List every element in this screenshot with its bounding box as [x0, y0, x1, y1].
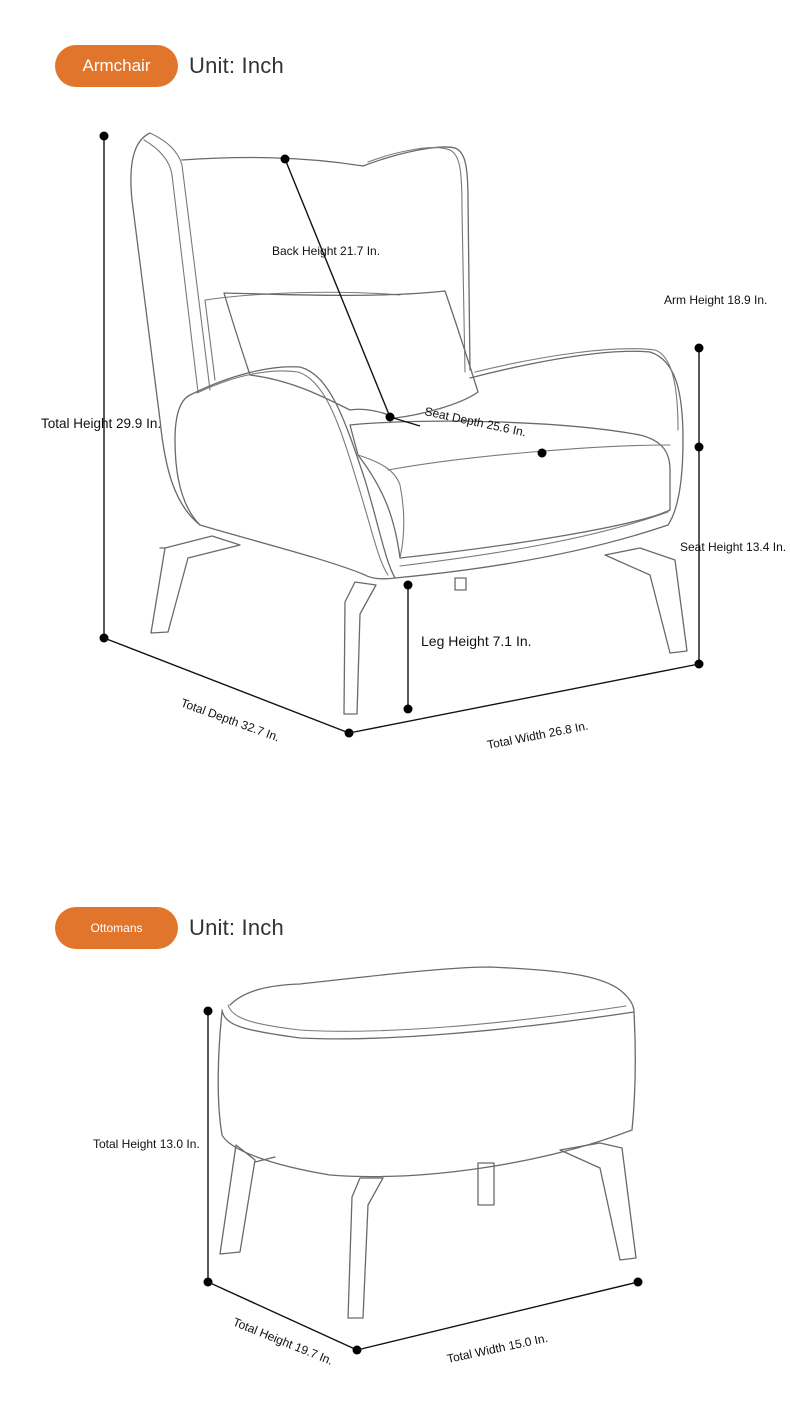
- total-depth-label: Total Depth 32.7 In.: [178, 695, 282, 745]
- seat-depth-label: Seat Depth 25.6 In.: [423, 404, 528, 440]
- dim-dot: [695, 344, 704, 353]
- armchair-badge: Armchair: [55, 45, 178, 87]
- back-height-label: Back Height 21.7 In.: [272, 244, 381, 258]
- ottoman-badge: Ottomans: [55, 907, 178, 949]
- seat-height-label: Seat Height 13.4 In.: [680, 540, 787, 554]
- leg-height-label: Leg Height 7.1 In.: [421, 633, 532, 649]
- dim-dot: [538, 449, 547, 458]
- dim-dot: [100, 132, 109, 141]
- ottoman-total-depth-label: Total Height 19.7 In.: [230, 1314, 336, 1368]
- armchair-unit-label: Unit: Inch: [189, 53, 284, 78]
- dim-dot: [404, 705, 413, 714]
- ottoman-unit-label: Unit: Inch: [189, 915, 284, 940]
- dim-dot: [204, 1007, 213, 1016]
- arm-height-label: Arm Height 18.9 In.: [664, 293, 768, 307]
- total-width-label: Total Width 26.8 In.: [485, 718, 590, 752]
- total-height-label: Total Height 29.9 In.: [41, 416, 162, 431]
- dim-dot: [634, 1278, 643, 1287]
- dim-dot: [404, 581, 413, 590]
- dim-dot: [386, 413, 395, 422]
- armchair-dimensions: [100, 132, 704, 738]
- dim-dot: [281, 155, 290, 164]
- ottoman-total-height-label: Total Height 13.0 In.: [93, 1137, 200, 1151]
- ottoman-dimensions: [204, 1007, 643, 1355]
- armchair-illustration: [131, 133, 687, 714]
- ottoman-illustration: [218, 967, 636, 1318]
- dim-dot: [695, 443, 704, 452]
- ottoman-total-width-label: Total Width 15.0 In.: [445, 1330, 550, 1366]
